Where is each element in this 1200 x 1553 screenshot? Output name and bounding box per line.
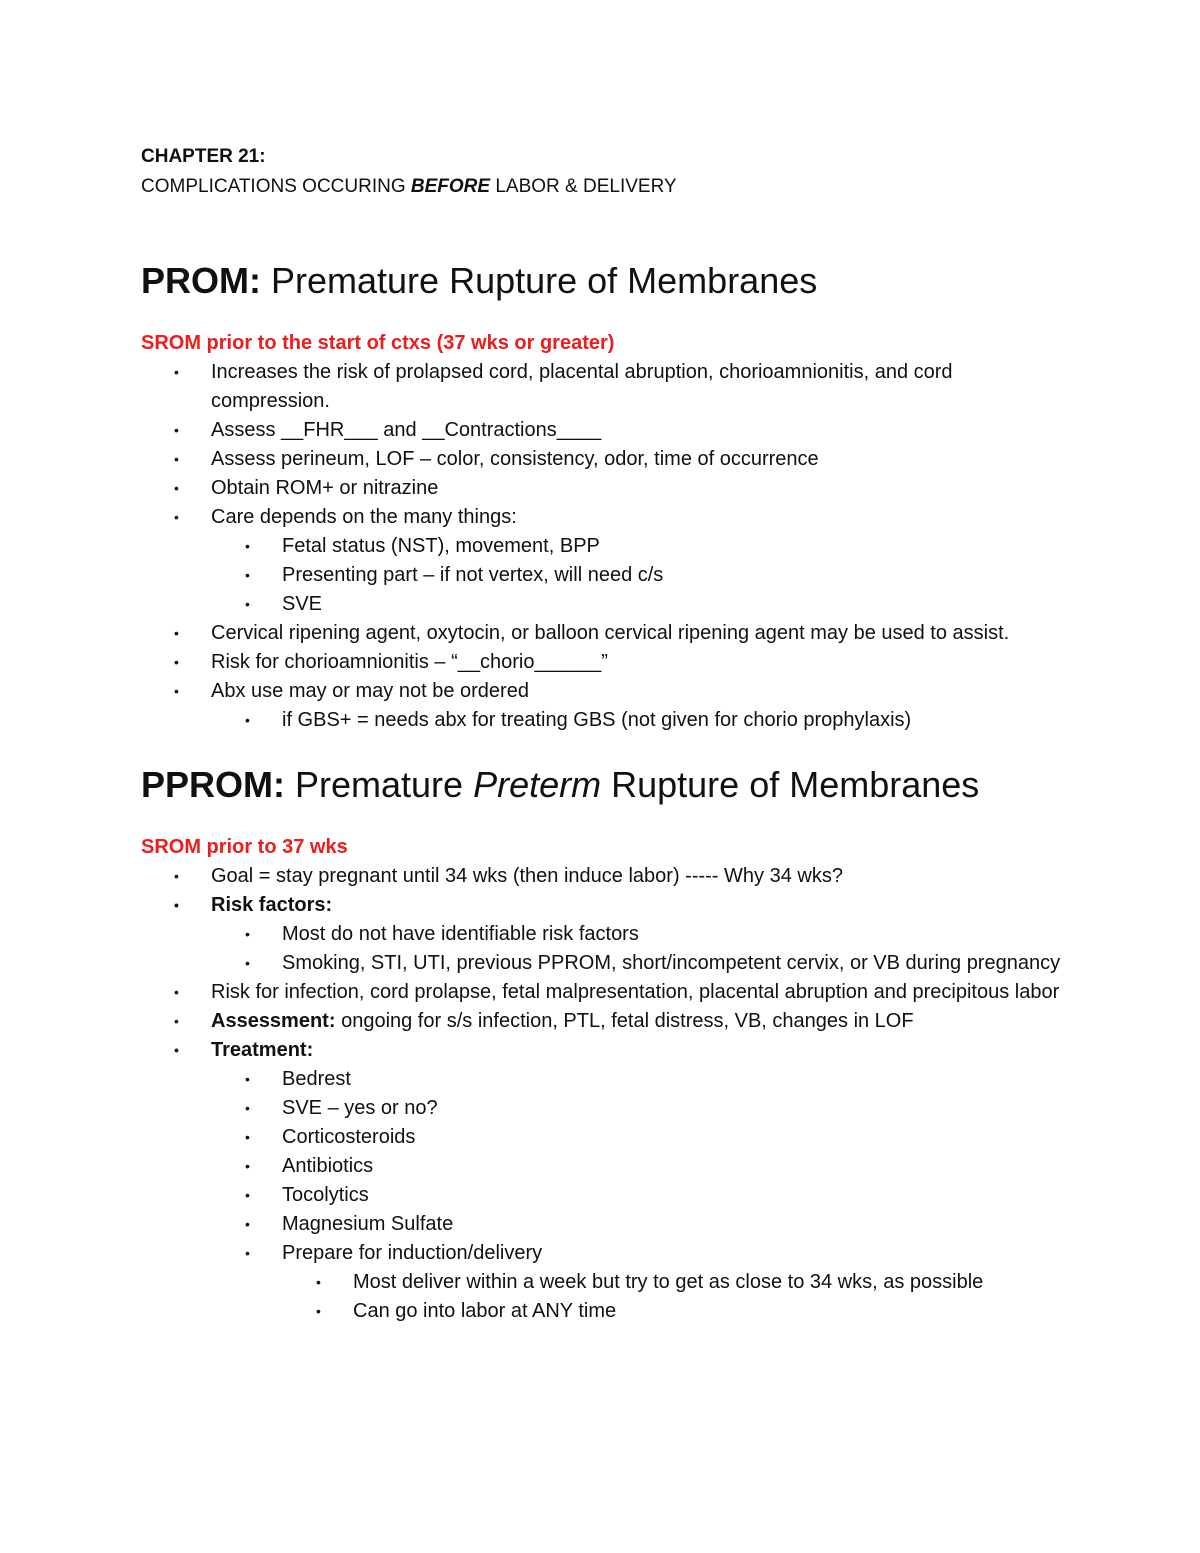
chapter-title: CHAPTER 21: — [141, 146, 266, 167]
pprom-list — [141, 862, 1061, 1326]
list-item — [141, 1007, 1061, 1036]
prom-heading-bold: PROM: — [141, 260, 261, 301]
list-item: • Corticosteroids — [141, 1123, 1061, 1152]
list-item: • Bedrest — [141, 1065, 1061, 1094]
list-item: • Assess perineum, LOF – color, consistency, odor, time of occurrence — [141, 445, 1061, 474]
pprom-heading-post: Rupture of Membranes — [601, 764, 980, 805]
prom-list — [141, 358, 1061, 735]
list-item: • Antibiotics — [141, 1152, 1061, 1181]
list-item: • Risk for chorioamnionitis – “__chorio______” — [141, 648, 1061, 677]
list-item: • Obtain ROM+ or nitrazine — [141, 474, 1061, 503]
list-item: • Increases the risk of prolapsed cord, placental abruption, chorioamnionitis, and cord compression. — [141, 358, 1061, 416]
pprom-subheading: SROM prior to 37 wks — [141, 836, 348, 858]
list-item: • Presenting part – if not vertex, will need c/s — [141, 561, 1061, 590]
list-item: • Smoking, STI, UTI, previous PPROM, short/incompetent cervix, or VB during pregnancy — [141, 949, 1061, 978]
list-item: • Can go into labor at ANY time — [141, 1297, 1061, 1326]
chapter-subtitle — [141, 172, 1061, 202]
list-item: • SVE – yes or no? — [141, 1094, 1061, 1123]
assessment-text: ongoing for s/s infection, PTL, fetal distress, VB, changes in LOF — [335, 1010, 914, 1032]
pprom-heading-bold: PPROM: — [141, 764, 285, 805]
subtitle-post: LABOR & DELIVERY — [490, 176, 677, 197]
list-item: • Most do not have identifiable risk factors — [141, 920, 1061, 949]
list-item: • Fetal status (NST), movement, BPP — [141, 532, 1061, 561]
pprom-heading-pre: Premature — [285, 764, 474, 805]
list-item: • Cervical ripening agent, oxytocin, or balloon cervical ripening agent may be used to assist. — [141, 619, 1061, 648]
list-item: • Magnesium Sulfate — [141, 1210, 1061, 1239]
assessment-label: Assessment: — [211, 1010, 336, 1032]
list-item: • Treatment: — [141, 1036, 1061, 1065]
pprom-heading — [141, 763, 1061, 807]
list-item: • Risk factors: — [141, 891, 1061, 920]
list-item: • Tocolytics — [141, 1181, 1061, 1210]
pprom-heading-emphasis: Preterm — [473, 764, 602, 805]
list-item: • Abx use may or may not be ordered — [141, 677, 1061, 706]
list-item: • Goal = stay pregnant until 34 wks (then induce labor) ----- Why 34 wks? — [141, 862, 1061, 891]
prom-heading — [141, 259, 1061, 303]
document-content — [141, 142, 1061, 1326]
list-item: • if GBS+ = needs abx for treating GBS (not given for chorio prophylaxis) — [141, 706, 1061, 735]
subtitle-emphasis: BEFORE — [410, 176, 491, 197]
list-item: • Prepare for induction/delivery — [141, 1239, 1061, 1268]
list-item: • Risk for infection, cord prolapse, fetal malpresentation, placental abruption and precipitous labor — [141, 978, 1061, 1007]
list-item: • Care depends on the many things: — [141, 503, 1061, 532]
list-item: • Most deliver within a week but try to get as close to 34 wks, as possible — [141, 1268, 1061, 1297]
prom-heading-rest: Premature Rupture of Membranes — [261, 260, 818, 301]
list-item: • Assess __FHR___ and __Contractions____ — [141, 416, 1061, 445]
prom-subheading: SROM prior to the start of ctxs (37 wks or greater) — [141, 332, 615, 354]
list-item: • SVE — [141, 590, 1061, 619]
subtitle-pre: COMPLICATIONS OCCURING — [141, 176, 411, 197]
